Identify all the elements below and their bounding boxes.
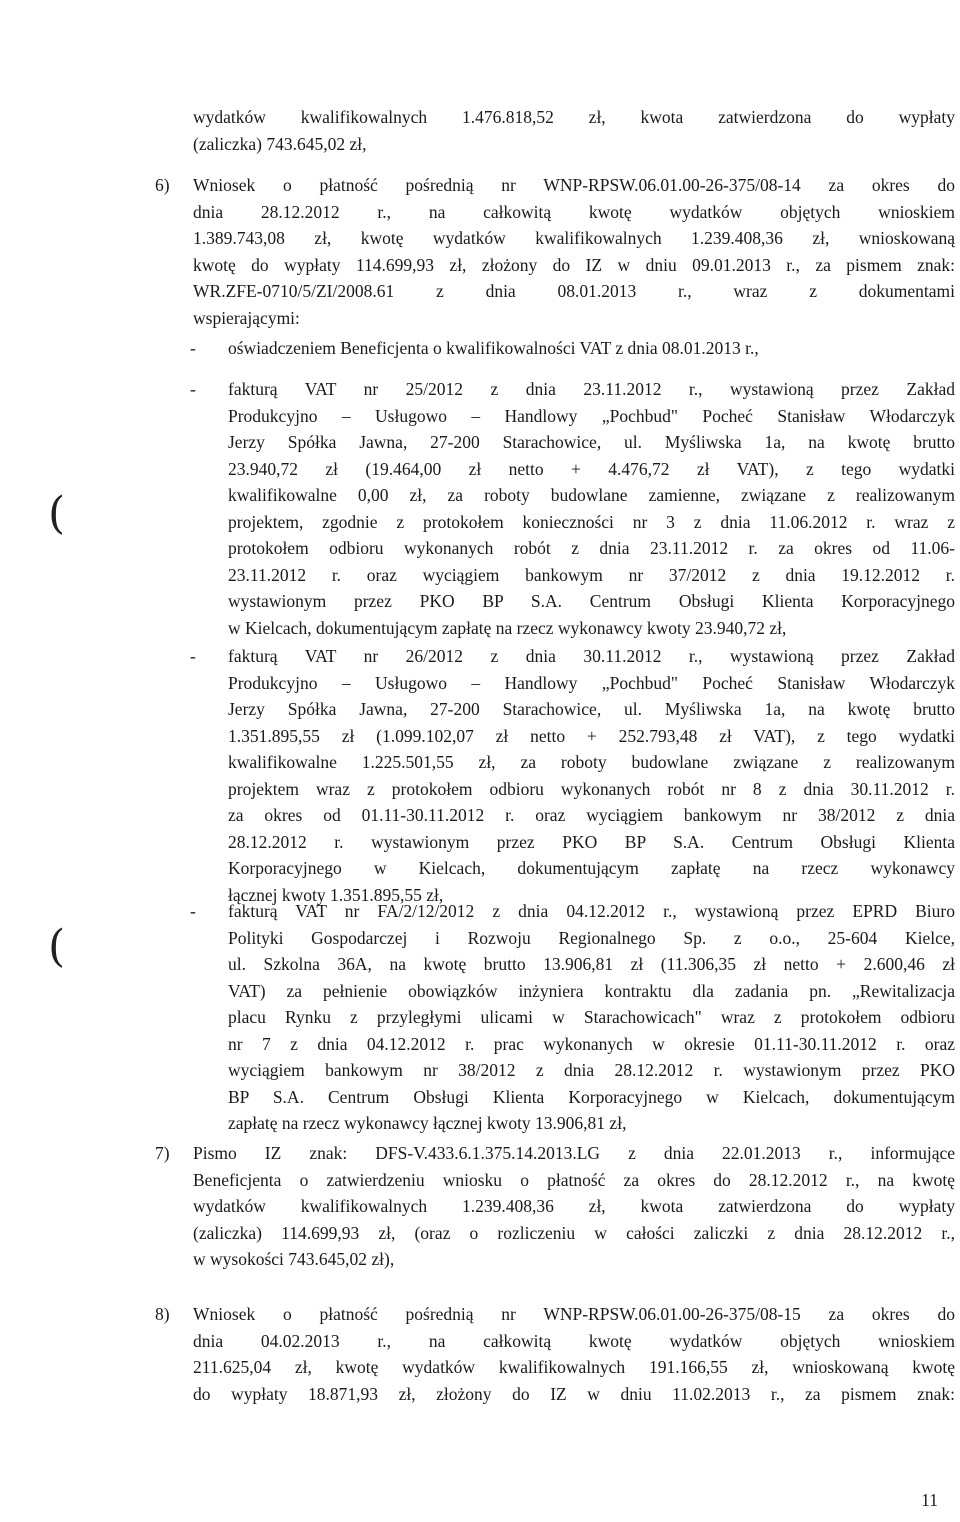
sub-item-body	[228, 335, 955, 362]
text-line: placu Rynku z przyległymi ulicami w Starachowicach" wraz z protokołem odbioru	[228, 1007, 955, 1027]
list-item-7	[155, 1140, 955, 1273]
bullet-dash: -	[190, 646, 196, 666]
margin-mark: (	[48, 488, 66, 539]
text-line: 23.11.2012 r. oraz wyciągiem bankowym nr 37/2012 z dnia 19.12.2012 r.	[228, 564, 955, 585]
sub-item-invoice-fa-2-12	[190, 898, 955, 1137]
text-line: Korporacyjnego w Kielcach, dokumentującym zapłatę na rzecz wykonawcy	[228, 858, 955, 878]
bullet-dash: -	[190, 338, 196, 358]
text-line: w wysokości 743.645,02 zł),	[193, 1249, 395, 1269]
text-line: VAT) za pełnienie obowiązków inżyniera kontraktu dla zadania pn. „Rewitalizacja	[228, 980, 955, 1001]
item-number: 8)	[155, 1304, 170, 1324]
sub-item-invoice-26	[190, 643, 955, 908]
text-line: 23.940,72 zł (19.464,00 zł netto + 4.476,72 zł VAT), z tego wydatki	[228, 458, 955, 479]
bullet-dash: -	[190, 379, 196, 399]
text-line: Produkcyjno – Usługowo – Handlowy „Pochbud" Pocheć Stanisław Włodarczyk	[228, 405, 955, 426]
text-line: wystawionym przez PKO BP S.A. Centrum Obsługi Klienta Korporacyjnego	[228, 591, 955, 611]
text-line: 28.12.2012 r. wystawionym przez PKO BP S.A. Centrum Obsługi Klienta	[228, 831, 955, 852]
list-item-6	[155, 172, 955, 331]
sub-item-body	[228, 643, 955, 908]
margin-mark: (	[48, 921, 66, 972]
text-line: wydatków kwalifikowalnych 1.476.818,52 zł, kwota zatwierdzona do wypłaty	[193, 107, 955, 127]
text-line: kwotę do wypłaty 114.699,93 zł, złożony do IZ w dniu 09.01.2013 r., za pismem znak:	[193, 254, 955, 275]
text-line: fakturą VAT nr FA/2/12/2012 z dnia 04.12.2012 r., wystawioną przez EPRD Biuro	[228, 901, 955, 921]
text-line: wyciągiem bankowym nr 38/2012 z dnia 28.12.2012 r. wystawionym przez PKO	[228, 1060, 955, 1080]
text-line: Jerzy Spółka Jawna, 27-200 Starachowice, ul. Myśliwska 1a, na kwotę brutto	[228, 699, 955, 719]
text-line: wspierającymi:	[193, 307, 300, 328]
item-body	[193, 172, 955, 331]
text-line: nr 7 z dnia 04.12.2012 r. prac wykonanych w okresie 01.11-30.11.2012 r. oraz	[228, 1033, 955, 1054]
page-number: 11	[921, 1490, 938, 1510]
item-number: 7)	[155, 1143, 170, 1163]
text-line: dnia 28.12.2012 r., na całkowitą kwotę wydatków objętych wnioskiem	[193, 201, 955, 222]
text-line: 211.625,04 zł, kwotę wydatków kwalifikowalnych 191.166,55 zł, wnioskowaną kwotę	[193, 1357, 955, 1377]
text-line: Produkcyjno – Usługowo – Handlowy „Pochbud" Pocheć Stanisław Włodarczyk	[228, 672, 955, 693]
item-body	[193, 1140, 955, 1273]
text-line: Wniosek o płatność pośrednią nr WNP-RPSW.06.01.00-26-375/08-15 za okres do	[193, 1304, 955, 1324]
text-line: WR.ZFE-0710/5/ZI/2008.61 z dnia 08.01.2013 r., wraz z dokumentami	[193, 281, 955, 301]
text-line: projektem wraz z protokołem odbioru wykonanych robót nr 8 z dnia 30.11.2012 r.	[228, 778, 955, 799]
text-line: dnia 04.02.2013 r., na całkowitą kwotę wydatków objętych wnioskiem	[193, 1330, 955, 1351]
text-line: fakturą VAT nr 26/2012 z dnia 30.11.2012 r., wystawioną przez Zakład	[228, 646, 955, 666]
intro-paragraph	[193, 104, 955, 157]
item-body	[193, 1301, 955, 1407]
text-line: projektem, zgodnie z protokołem konieczności nr 3 z dnia 11.06.2012 r. wraz z	[228, 511, 955, 532]
text-line: 1.389.743,08 zł, kwotę wydatków kwalifikowalnych 1.239.408,36 zł, wnioskowaną	[193, 228, 955, 248]
text-line: do wypłaty 18.871,93 zł, złożony do IZ w dniu 11.02.2013 r., za pismem znak:	[193, 1383, 955, 1404]
text-line: Jerzy Spółka Jawna, 27-200 Starachowice, ul. Myśliwska 1a, na kwotę brutto	[228, 432, 955, 452]
text-line: (zaliczka) 743.645,02 zł,	[193, 133, 367, 154]
text-line: zapłatę na rzecz wykonawcy łącznej kwoty 13.906,81 zł,	[228, 1113, 627, 1133]
text-line: Beneficjenta o zatwierdzeniu wniosku o płatność za okres do 28.12.2012 r., na kwotę	[193, 1169, 955, 1190]
bullet-dash: -	[190, 901, 196, 921]
text-line: kwalifikowalne 1.225.501,55 zł, za roboty budowlane związane z realizowanym	[228, 752, 955, 772]
item-number: 6)	[155, 175, 170, 195]
sub-item-invoice-25	[190, 376, 955, 641]
text-line: łącznej kwoty 1.351.895,55 zł,	[228, 884, 444, 905]
text-line: (zaliczka) 114.699,93 zł, (oraz o rozliczeniu w całości zaliczki z dnia 28.12.2012 r.,	[193, 1222, 955, 1243]
sub-item-body	[228, 898, 955, 1137]
text-line: wydatków kwalifikowalnych 1.239.408,36 zł, kwota zatwierdzona do wypłaty	[193, 1196, 955, 1216]
text-line: Pismo IZ znak: DFS-V.433.6.1.375.14.2013.LG z dnia 22.01.2013 r., informujące	[193, 1143, 955, 1163]
sub-item-body	[228, 376, 955, 641]
text-line: kwalifikowalne 0,00 zł, za roboty budowlane zamienne, związane z realizowanym	[228, 485, 955, 505]
text-line: oświadczeniem Beneficjenta o kwalifikowalności VAT z dnia 08.01.2013 r.,	[228, 338, 759, 358]
text-line: Polityki Gospodarczej i Rozwoju Regionalnego Sp. z o.o., 25-604 Kielce,	[228, 927, 955, 948]
text-line: protokołem odbioru wykonanych robót z dnia 23.11.2012 r. za okres od 11.06-	[228, 538, 955, 558]
text-line: fakturą VAT nr 25/2012 z dnia 23.11.2012 r., wystawioną przez Zakład	[228, 379, 955, 399]
text-line: ul. Szkolna 36A, na kwotę brutto 13.906,81 zł (11.306,35 zł netto + 2.600,46 zł	[228, 954, 955, 974]
text-line: BP S.A. Centrum Obsługi Klienta Korporacyjnego w Kielcach, dokumentującym	[228, 1086, 955, 1107]
text-line: 1.351.895,55 zł (1.099.102,07 zł netto + 252.793,48 zł VAT), z tego wydatki	[228, 725, 955, 746]
text-line: Wniosek o płatność pośrednią nr WNP-RPSW.06.01.00-26-375/08-14 za okres do	[193, 175, 955, 195]
sub-item-vat-statement	[190, 335, 955, 362]
list-item-8	[155, 1301, 955, 1407]
text-line: w Kielcach, dokumentującym zapłatę na rzecz wykonawcy kwoty 23.940,72 zł,	[228, 617, 787, 638]
text-line: za okres od 01.11-30.11.2012 r. oraz wyciągiem bankowym nr 38/2012 z dnia	[228, 805, 955, 825]
